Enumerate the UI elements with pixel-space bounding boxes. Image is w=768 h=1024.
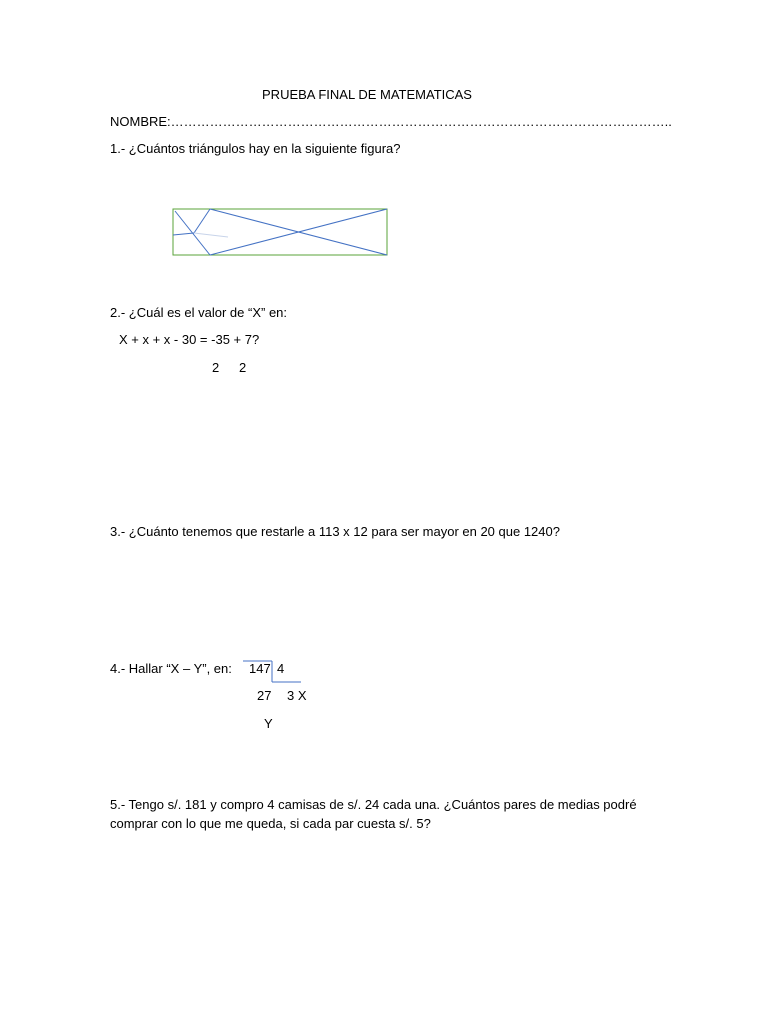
- divisor: 4: [277, 661, 285, 676]
- question-1: 1.- ¿Cuántos triángulos hay en la siguiente figura?: [110, 141, 401, 156]
- figure-line-6: [194, 233, 228, 237]
- question-5-line-1: 5.- Tengo s/. 181 y compro 4 camisas de s/. 24 cada una. ¿Cuántos pares de medias podré: [110, 797, 637, 812]
- question-4: 4.- Hallar “X – Y”, en:: [110, 661, 232, 676]
- question-2: 2.- ¿Cuál es el valor de “X” en:: [110, 305, 288, 320]
- question-3: 3.- ¿Cuánto tenemos que restarle a 113 x 12 para ser mayor en 20 que 1240?: [110, 524, 560, 539]
- remainder: Y: [264, 716, 273, 731]
- dividend: 147: [249, 661, 271, 676]
- figure-line-5: [173, 233, 194, 235]
- triangles-figure: [170, 205, 392, 260]
- quotient: 3 X: [287, 688, 307, 703]
- question-5-line-2: comprar con lo que me queda, si cada par cuesta s/. 5?: [110, 816, 431, 831]
- denominator-1: 2: [212, 360, 220, 375]
- page-title: PRUEBA FINAL DE MATEMATICAS: [262, 87, 472, 102]
- figure-line-4: [194, 209, 210, 233]
- denominator-2: 2: [239, 360, 247, 375]
- name-field: NOMBRE:……………………………………………………………………………………………………..: [110, 114, 672, 129]
- equation: X + x + x - 30 = -35 + 7?: [119, 332, 260, 347]
- partial-remainder: 27: [257, 688, 272, 703]
